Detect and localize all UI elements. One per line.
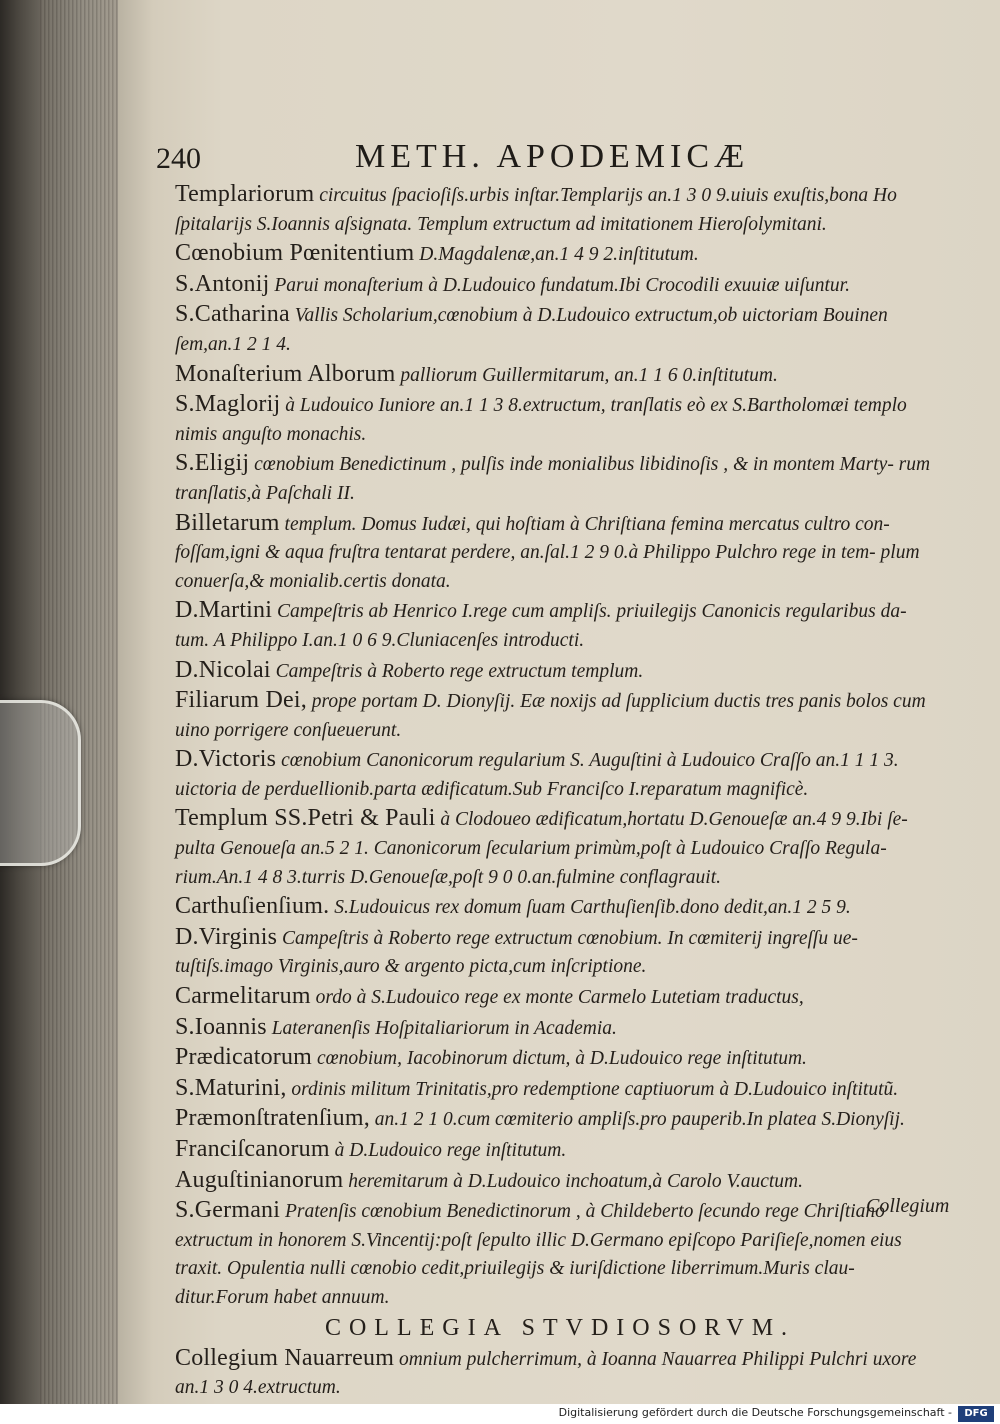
entry-text: Campeſtris à Roberto rege extructum templum.: [275, 660, 644, 682]
entry: [175, 1196, 945, 1312]
entry-head: Franciſcanorum: [175, 1136, 330, 1162]
entry-head: S.Maglorij: [175, 391, 281, 418]
entry-text: Campeſtris à Roberto rege extructum cœnobium. In cœmiterij ingreſſu ue- tuſtiſs.imago Virginis,auro & argento picta,cum inſcriptione.: [175, 927, 858, 978]
entry: [175, 686, 945, 745]
footer-credit: Digitalisierung gefördert durch die Deutsche Forschungsgemeinschaft -: [558, 1406, 952, 1419]
entry-head: Cœnobium Pœnitentium: [175, 240, 415, 267]
entry-head: S.Antonij: [175, 270, 270, 297]
entry-head: S.Ioannis: [175, 1013, 267, 1040]
entry-head: Templum SS.Petri & Pauli: [175, 805, 436, 832]
entry: [175, 449, 945, 508]
entry: [175, 270, 945, 301]
entry-text: palliorum Guillermitarum, an.1 1 6 0.inſtitutum.: [400, 364, 778, 386]
entry-text: circuitus ſpacioſiſs.urbis inſtar.Templarijs an.1 3 0 9.uiuis exuſtis,bona Ho ſpitalarijs S.Ioannis aſsignata. Templum extructum ad imitationem Hieroſolymitani.: [175, 185, 897, 235]
entry: [175, 982, 945, 1013]
entry-head: D.Martini: [175, 597, 273, 624]
running-title: METH. APODEMICÆ: [355, 138, 750, 175]
entry-text: Lateranenſis Hoſpitaliariorum in Academia.: [271, 1017, 617, 1039]
entry: [175, 923, 945, 982]
entry-text: D.Magdalenæ,an.1 4 9 2.inſtitutum.: [419, 244, 699, 266]
entry-head: Præmonſtratenſium,: [175, 1105, 370, 1132]
entry: [175, 596, 945, 655]
entry: [175, 360, 945, 391]
page-clip: [0, 700, 81, 866]
entry-text: Parui monaſterium à D.Ludouico fundatum.Ibi Crocodili exuuiæ uiſuntur.: [274, 274, 850, 296]
footer-bar: [0, 1404, 1000, 1424]
entry-text: à Clodoueo ædificatum,hortatu D.Genoueſæ an.4 9 9.Ibi ſe- pulta Genoueſa an.5 2 1. Canonicorum ſecularium primùm,poſt à Ludouico Craſſo Regula- rium.An.1 4 8 3.turris D.Genoueſæ,poſt 9 0 0.an.fulmine conflagrauit.: [175, 809, 908, 888]
entry: [175, 1135, 945, 1166]
entry-text: ordo à S.Ludouico rege ex monte Carmelo Lutetiam traductus,: [315, 987, 804, 1009]
entry-text: cœnobium Benedictinum , pulſis inde monialibus libidinoſis , & in montem Marty- rum tranſlatis,à Paſchali II.: [175, 454, 931, 504]
entry: [175, 1074, 945, 1105]
entry: [175, 239, 945, 270]
entry-head: D.Virginis: [175, 923, 278, 950]
entry: [175, 804, 945, 892]
entry-text: prope portam D. Dionyſij. Eæ noxijs ad ſupplicium ductis tres panis bolos cum uino porrigere conſueuerunt.: [175, 691, 926, 741]
entry-head: Collegium Nauarreum: [175, 1344, 395, 1371]
page-header: [150, 138, 950, 178]
entry: [175, 1166, 945, 1197]
entry-text: cœnobium, Iacobinorum dictum, à D.Ludouico rege inſtitutum.: [316, 1048, 807, 1070]
main-text: [175, 180, 945, 1403]
entry-text: à D.Ludouico rege inſtitutum.: [334, 1140, 567, 1161]
entry-head: Prædicatorum: [175, 1044, 313, 1071]
entry-text: ordinis militum Trinitatis,pro redemptione captiuorum à D.Ludouico inſtitutũ.: [291, 1078, 899, 1100]
entry-text: S.Ludouicus rex domum ſuam Carthuſienſib.dono dedit,an.1 2 5 9.: [334, 897, 851, 919]
entry: [175, 1013, 945, 1044]
entry: [175, 300, 945, 359]
entry-head: S.Eligij: [175, 450, 250, 477]
entry-head: D.Victoris: [175, 746, 277, 773]
entry-head: S.Germani: [175, 1197, 281, 1224]
entry-text: Vallis Scholarium,cœnobium à D.Ludouico extructum,ob uictoriam Bouinen ſem,an.1 2 1 4.: [175, 305, 888, 355]
entry-head: Monaſterium Alborum: [175, 360, 396, 387]
entry-head: D.Nicolai: [175, 656, 271, 683]
entry-text: templum. Domus Iudæi, qui hoſtiam à Chriſtiana femina mercatus cultro con- foſſam,igni & aqua fruſtra tentarat perdere, an.ſal.1 2 9 0.à Philippo Pulchro rege in tem- plum conuerſa,& monialib.certis donata.: [175, 513, 920, 592]
entry: [175, 656, 945, 687]
entry-head: Carthuſienſium.: [175, 893, 330, 920]
page-number: 240: [156, 142, 201, 175]
entry-head: Filiarum Dei,: [175, 687, 307, 714]
entry-text: an.1 2 1 0.cum cœmiterio ampliſs.pro pauperib.In platea S.Dionyſij.: [374, 1109, 905, 1131]
entry-text: omnium pulcherrimum, à Ioanna Nauarrea Philippi Pulchri uxore an.1 3 0 4.extructum.: [175, 1348, 917, 1399]
entry-head: Carmelitarum: [175, 983, 311, 1010]
entry-head: S.Catharina: [175, 301, 290, 328]
section-heading: COLLEGIA STVDIOSORVM.: [324, 1314, 796, 1341]
catchword: Collegium: [866, 1195, 950, 1217]
entry-head: Auguſtinianorum: [175, 1166, 344, 1193]
entry-head: S.Maturini,: [175, 1074, 287, 1101]
entry: [175, 1104, 945, 1135]
entry-text: Campeſtris ab Henrico I.rege cum ampliſs. priuilegijs Canonicis regularibus da- tum. A Philippo I.an.1 0 6 9.Cluniacenſes introducti.: [175, 601, 907, 651]
entry: [175, 892, 945, 923]
dfg-logo: DFG: [958, 1406, 994, 1422]
entry: [175, 180, 945, 239]
entry-head: Billetarum: [175, 509, 280, 536]
entry-text: cœnobium Canonicorum regularium S. Auguſtini à Ludouico Craſſo an.1 1 1 3. uictoria de perduellionib.parta ædificatum.Sub Franciſco I.reparatum magnificè.: [175, 750, 899, 800]
entry: [175, 745, 945, 804]
entry: [175, 1344, 945, 1403]
entry-head: Templariorum: [175, 181, 315, 207]
entry: [175, 509, 945, 597]
entry: [175, 1043, 945, 1074]
entry: [175, 390, 945, 449]
entry-text: à Ludouico Iuniore an.1 1 3 8.extructum, tranſlatis eò ex S.Bartholomæi templo nimis anguſto monachis.: [175, 395, 907, 445]
entry-text: Pratenſis cœnobium Benedictinorum , à Childeberto ſecundo rege Chriſtiano extructum in honorem S.Vincentij:poſt ſepulto illic D.Germano epiſcopo Pariſieſe,nomen eius traxit. Opulentia nulli cœnobio cedit,priuilegijs & iuriſdictione liberrimum.Muris clau- ditur.Forum habet annuum.: [175, 1201, 902, 1308]
entry-text: heremitarum à D.Ludouico inchoatum,à Carolo V.auctum.: [348, 1170, 804, 1192]
